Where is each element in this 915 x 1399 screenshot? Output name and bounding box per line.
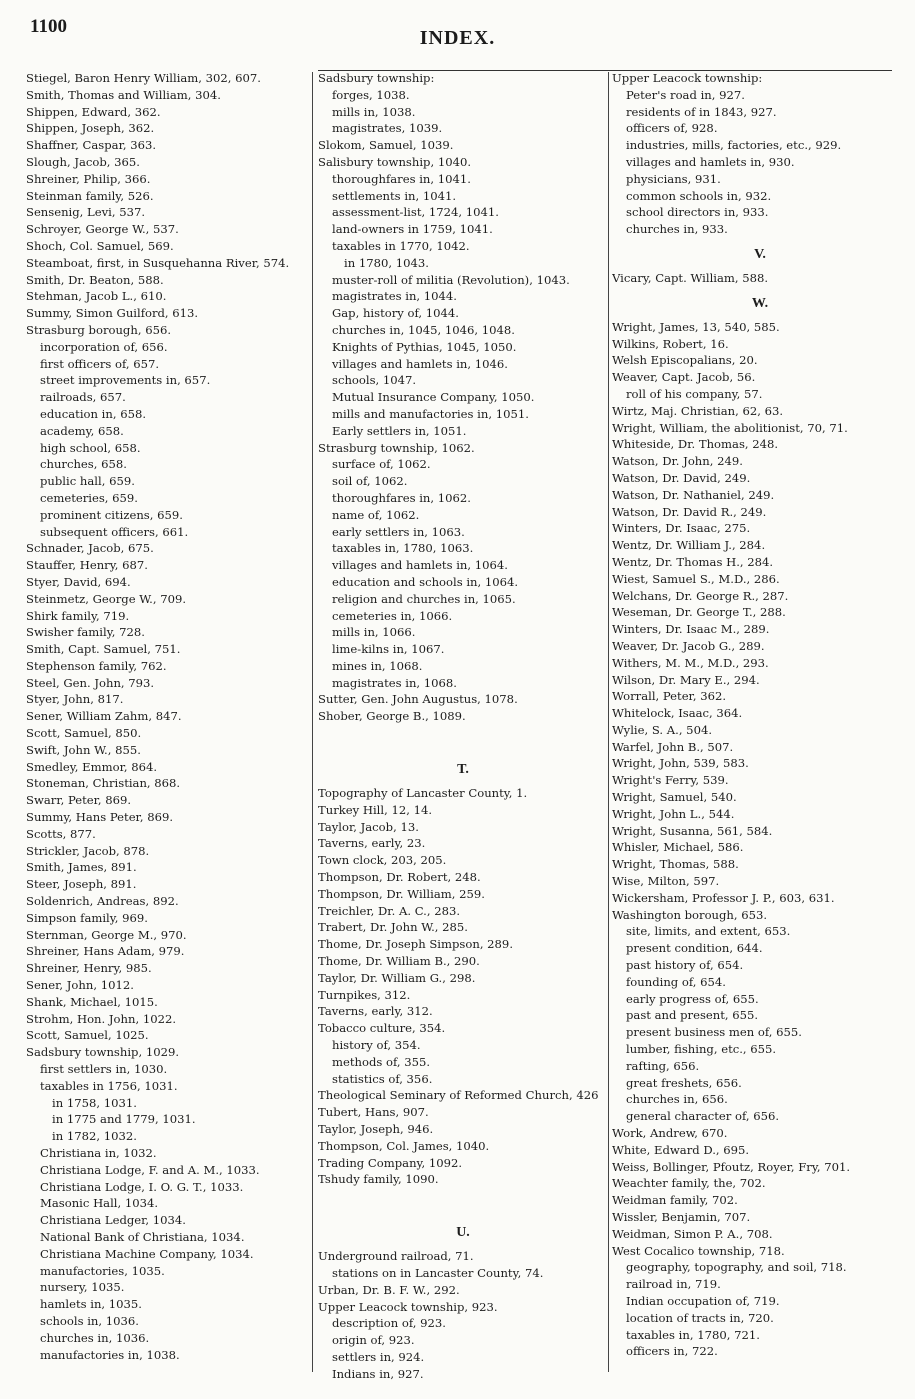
index-entry: Wickersham, Professor J. P., 603, 631. <box>612 890 835 905</box>
index-subentry: Christiana Ledger, 1034. <box>40 1213 186 1228</box>
index-subentry: academy, 658. <box>40 423 124 438</box>
index-subentry: description of, 923. <box>332 1316 446 1331</box>
index-column-2 <box>318 70 608 1383</box>
index-subentry: first officers of, 657. <box>40 356 160 371</box>
index-subentry: churches in, 933. <box>626 222 728 237</box>
index-entry: Shoch, Col. Samuel, 569. <box>26 238 174 253</box>
index-subentry: lime-kilns in, 1067. <box>332 642 445 657</box>
index-entry: Strasburg borough, 656. <box>26 322 172 337</box>
index-entry: Shreiner, Henry, 985. <box>26 961 152 976</box>
index-subentry: mills in, 1038. <box>332 104 416 119</box>
index-column-1 <box>26 70 316 1363</box>
index-subentry: manufactories in, 1038. <box>40 1347 180 1362</box>
index-entry: Smith, Capt. Samuel, 751. <box>26 642 181 657</box>
index-subentry: early settlers in, 1063. <box>332 524 465 539</box>
index-subentry: general character of, 656. <box>626 1109 780 1124</box>
index-entry: Wright, John, 539, 583. <box>612 756 749 771</box>
index-entry: Taylor, Dr. William G., 298. <box>318 970 476 985</box>
index-subentry: magistrates, 1039. <box>332 121 443 136</box>
index-entry: Tshudy family, 1090. <box>318 1172 439 1187</box>
index-subentry: founding of, 654. <box>626 974 726 989</box>
index-entry: Thome, Dr. Joseph Simpson, 289. <box>318 937 513 952</box>
index-entry: Weachter family, the, 702. <box>612 1176 766 1191</box>
index-subentry: prominent citizens, 659. <box>40 507 183 522</box>
index-subentry: history of, 354. <box>332 1038 421 1053</box>
index-entry: Scott, Samuel, 1025. <box>26 1028 149 1043</box>
index-subentry: industries, mills, factories, etc., 929. <box>626 138 842 153</box>
index-entry: Weidman family, 702. <box>612 1193 738 1208</box>
index-entry: Steamboat, first, in Susquehanna River, 574. <box>26 255 290 270</box>
index-subentry: railroad in, 719. <box>626 1277 721 1292</box>
index-entry: Tobacco culture, 354. <box>318 1021 446 1036</box>
index-entry: Sener, William Zahm, 847. <box>26 709 182 724</box>
index-entry: Wiest, Samuel S., M.D., 286. <box>612 571 780 586</box>
index-entry: Theological Seminary of Reformed Church, 426 <box>318 1088 599 1103</box>
index-entry: Summy, Simon Guilford, 613. <box>26 306 199 321</box>
index-subentry: common schools in, 932. <box>626 188 772 203</box>
index-subentry: land-owners in 1759, 1041. <box>332 222 493 237</box>
index-entry: Stehman, Jacob L., 610. <box>26 289 167 304</box>
index-subentry: Christiana Machine Company, 1034. <box>40 1246 254 1261</box>
index-entry: White, Edward D., 695. <box>612 1142 750 1157</box>
index-subentry: origin of, 923. <box>332 1333 415 1348</box>
index-subentry: school directors in, 933. <box>626 205 769 220</box>
index-entry: Wilson, Dr. Mary E., 294. <box>612 672 760 687</box>
index-entry: Wright, Samuel, 540. <box>612 790 737 805</box>
index-subentry: railroads, 657. <box>40 390 126 405</box>
index-subentry: street improvements in, 657. <box>40 373 211 388</box>
index-entry: Schroyer, George W., 537. <box>26 222 179 237</box>
index-entry: Summy, Hans Peter, 869. <box>26 810 174 825</box>
index-entry: Steel, Gen. John, 793. <box>26 675 155 690</box>
index-entry: Washington borough, 653. <box>612 907 768 922</box>
index-subentry: lumber, fishing, etc., 655. <box>626 1042 777 1057</box>
index-entry: Vicary, Capt. William, 588. <box>612 270 769 285</box>
index-subentry: taxables in, 1780, 1063. <box>332 541 474 556</box>
index-subentry: Knights of Pythias, 1045, 1050. <box>332 339 517 354</box>
index-entry: Whiteside, Dr. Thomas, 248. <box>612 437 779 452</box>
spacer <box>318 1188 608 1216</box>
index-entry: Wright, William, the abolitionist, 70, 71. <box>612 420 848 435</box>
index-subentry: churches in, 1036. <box>40 1330 150 1345</box>
index-entry: Watson, Dr. David R., 249. <box>612 504 767 519</box>
column-divider <box>608 72 609 1372</box>
index-subentry: hamlets in, 1035. <box>40 1297 142 1312</box>
index-subentry: manufactories, 1035. <box>40 1263 165 1278</box>
index-entry: Slough, Jacob, 365. <box>26 154 140 169</box>
index-subentry: officers of, 928. <box>626 121 718 136</box>
index-subentry: churches in, 1045, 1046, 1048. <box>332 322 515 337</box>
index-entry: Sadsbury township: <box>318 71 435 85</box>
index-subentry: churches, 658. <box>40 457 127 472</box>
index-subentry: mills in, 1066. <box>332 625 416 640</box>
index-subentry: roll of his company, 57. <box>626 386 763 401</box>
index-entry: Strohm, Hon. John, 1022. <box>26 1011 177 1026</box>
index-entry: Tubert, Hans, 907. <box>318 1105 429 1120</box>
index-entry: Wissler, Benjamin, 707. <box>612 1210 751 1224</box>
section-letter-heading: W. <box>751 295 769 311</box>
index-entry: Turnpikes, 312. <box>318 987 411 1002</box>
index-subentry: past and present, 655. <box>626 1008 759 1023</box>
index-subentry: public hall, 659. <box>40 474 135 489</box>
index-entry: Smith, James, 891. <box>26 860 137 875</box>
index-entry: Slokom, Samuel, 1039. <box>318 138 454 153</box>
index-subentry: Mutual Insurance Company, 1050. <box>332 390 535 405</box>
index-entry: Warfel, John B., 507. <box>612 739 734 754</box>
index-entry: Treichler, Dr. A. C., 283. <box>318 903 461 918</box>
index-entry: Swisher family, 728. <box>26 625 145 640</box>
index-entry: Thompson, Dr. William, 259. <box>318 886 485 901</box>
index-subentry: first settlers in, 1030. <box>40 1062 168 1077</box>
index-subentry: Peter's road in, 927. <box>626 87 745 102</box>
index-subentry: high school, 658. <box>40 440 141 455</box>
index-entry: Sutter, Gen. John Augustus, 1078. <box>318 692 518 707</box>
index-entry: Watson, Dr. Nathaniel, 249. <box>612 487 775 502</box>
index-entry: Steer, Joseph, 891. <box>26 877 137 892</box>
index-subentry: cemeteries, 659. <box>40 490 138 505</box>
index-subentry: in 1775 and 1779, 1031. <box>52 1112 196 1127</box>
index-entry: Trabert, Dr. John W., 285. <box>318 920 468 935</box>
index-entry: Watson, Dr. David, 249. <box>612 470 751 485</box>
index-entry: Wirtz, Maj. Christian, 62, 63. <box>612 403 784 418</box>
index-entry: Winters, Dr. Isaac, 275. <box>612 521 751 536</box>
index-entry: Shirk family, 719. <box>26 608 130 623</box>
index-entry: Upper Leacock township, 923. <box>318 1299 498 1314</box>
index-entry: Sener, John, 1012. <box>26 978 134 993</box>
index-entry: Strasburg township, 1062. <box>318 440 475 455</box>
index-subentry: magistrates in, 1044. <box>332 289 457 304</box>
index-entry: Urban, Dr. B. F. W., 292. <box>318 1282 460 1297</box>
index-subentry: religion and churches in, 1065. <box>332 591 516 606</box>
index-entry: Thompson, Dr. Robert, 248. <box>318 870 481 885</box>
index-entry: Shippen, Joseph, 362. <box>26 121 155 136</box>
index-entry: Smith, Thomas and William, 304. <box>26 87 221 102</box>
index-subentry: residents of in 1843, 927. <box>626 104 777 119</box>
index-subentry: in 1780, 1043. <box>344 255 429 270</box>
index-subentry: education and schools in, 1064. <box>332 574 519 589</box>
index-entry: Stauffer, Henry, 687. <box>26 558 148 573</box>
index-subentry: villages and hamlets in, 1064. <box>332 558 508 573</box>
index-entry: Simpson family, 969. <box>26 910 148 925</box>
index-entry: Wright, Susanna, 561, 584. <box>612 823 773 838</box>
index-entry: Weaver, Dr. Jacob G., 289. <box>612 638 765 653</box>
index-subentry: geography, topography, and soil, 718. <box>626 1260 847 1275</box>
index-entry: Stoneman, Christian, 868. <box>26 776 181 791</box>
index-subentry: mines in, 1068. <box>332 658 423 673</box>
index-entry: Weseman, Dr. George T., 288. <box>612 605 786 620</box>
page-title: INDEX. <box>419 27 496 49</box>
index-entry: Smedley, Emmor, 864. <box>26 759 158 774</box>
index-entry: Welchans, Dr. George R., 287. <box>612 588 789 603</box>
index-entry: Wilkins, Robert, 16. <box>612 336 729 351</box>
index-subentry: in 1782, 1032. <box>52 1129 137 1144</box>
index-subentry: in 1758, 1031. <box>52 1095 137 1110</box>
index-subentry: muster-roll of militia (Revolution), 1043. <box>332 272 570 287</box>
index-entry: Wright, John L., 544. <box>612 806 735 821</box>
index-subentry: location of tracts in, 720. <box>626 1310 774 1325</box>
index-entry: Swarr, Peter, 869. <box>26 793 132 808</box>
index-entry: Underground railroad, 71. <box>318 1249 474 1264</box>
index-entry: Sensenig, Levi, 537. <box>26 205 146 220</box>
index-subentry: National Bank of Christiana, 1034. <box>40 1229 245 1244</box>
index-subentry: forges, 1038. <box>332 87 410 102</box>
index-subentry: subsequent officers, 661. <box>40 524 189 539</box>
index-entry: Taylor, Jacob, 13. <box>318 819 419 834</box>
index-subentry: taxables in 1756, 1031. <box>40 1078 178 1093</box>
index-entry: Withers, M. M., M.D., 293. <box>612 655 769 670</box>
index-subentry: nursery, 1035. <box>40 1280 125 1295</box>
index-subentry: Christiana Lodge, I. O. G. T., 1033. <box>40 1179 244 1194</box>
index-entry: Shank, Michael, 1015. <box>26 994 158 1009</box>
index-subentry: cemeteries in, 1066. <box>332 608 453 623</box>
index-subentry: churches in, 656. <box>626 1092 728 1107</box>
index-entry: Wright, James, 13, 540, 585. <box>612 319 780 334</box>
index-entry: Shaffner, Caspar, 363. <box>26 138 157 153</box>
index-subentry: villages and hamlets in, 930. <box>626 154 795 169</box>
index-entry: Upper Leacock township: <box>612 71 763 85</box>
index-entry: Whisler, Michael, 586. <box>612 840 744 855</box>
index-subentry: mills and manufactories in, 1051. <box>332 406 529 421</box>
index-entry: Wright's Ferry, 539. <box>612 773 729 788</box>
index-subentry: Early settlers in, 1051. <box>332 423 467 438</box>
page-number: 1100 <box>30 16 67 37</box>
index-entry: Welsh Episcopalians, 20. <box>612 353 758 368</box>
index-subentry: rafting, 656. <box>626 1058 700 1073</box>
index-subentry: present business men of, 655. <box>626 1025 802 1040</box>
index-subentry: taxables in 1770, 1042. <box>332 238 470 253</box>
index-subentry: incorporation of, 656. <box>40 339 168 354</box>
index-entry: Stiegel, Baron Henry William, 302, 607. <box>26 71 261 85</box>
index-entry: Work, Andrew, 670. <box>612 1126 728 1141</box>
index-subentry: Christiana in, 1032. <box>40 1146 157 1160</box>
index-entry: Wylie, S. A., 504. <box>612 722 713 737</box>
index-entry: Taverns, early, 312. <box>318 1004 433 1019</box>
index-subentry: thoroughfares in, 1062. <box>332 490 471 505</box>
index-entry: Shippen, Edward, 362. <box>26 104 161 119</box>
index-subentry: site, limits, and extent, 653. <box>626 924 791 939</box>
index-entry: Steinman family, 526. <box>26 188 154 203</box>
index-entry: Wentz, Dr. William J., 284. <box>612 538 766 553</box>
index-subentry: past history of, 654. <box>626 958 744 973</box>
index-subentry: surface of, 1062. <box>332 457 431 472</box>
index-subentry: physicians, 931. <box>626 171 721 186</box>
index-subentry: thoroughfares in, 1041. <box>332 171 471 186</box>
index-entry: West Cocalico township, 718. <box>612 1243 785 1258</box>
index-subentry: villages and hamlets in, 1046. <box>332 356 508 371</box>
index-subentry: settlements in, 1041. <box>332 188 457 203</box>
index-entry: Soldenrich, Andreas, 892. <box>26 894 179 909</box>
index-entry: Trading Company, 1092. <box>318 1155 463 1170</box>
index-entry: Shober, George B., 1089. <box>318 709 466 724</box>
index-subentry: schools, 1047. <box>332 373 417 388</box>
index-entry: Wise, Milton, 597. <box>612 874 720 889</box>
index-entry: Weaver, Capt. Jacob, 56. <box>612 370 756 385</box>
section-letter-heading: T. <box>457 762 469 778</box>
index-entry: Wentz, Dr. Thomas H., 284. <box>612 554 774 569</box>
index-entry: Swift, John W., 855. <box>26 742 141 757</box>
index-entry: Shreiner, Hans Adam, 979. <box>26 944 185 959</box>
index-subentry: present condition, 644. <box>626 941 763 956</box>
spacer <box>318 725 608 753</box>
index-entry: Winters, Dr. Isaac M., 289. <box>612 622 770 637</box>
index-entry: Steinmetz, George W., 709. <box>26 591 187 606</box>
index-subentry: methods of, 355. <box>332 1054 431 1069</box>
index-entry: Taylor, Joseph, 946. <box>318 1122 434 1137</box>
index-entry: Weiss, Bollinger, Pfoutz, Royer, Fry, 701. <box>612 1159 851 1174</box>
index-entry: Taverns, early, 23. <box>318 836 426 851</box>
index-subentry: name of, 1062. <box>332 507 420 522</box>
index-subentry: stations on in Lancaster County, 74. <box>332 1266 544 1280</box>
index-entry: Watson, Dr. John, 249. <box>612 454 743 469</box>
index-entry: Scott, Samuel, 850. <box>26 726 142 741</box>
index-subentry: statistics of, 356. <box>332 1071 433 1086</box>
index-entry: Town clock, 203, 205. <box>318 853 447 868</box>
index-subentry: early progress of, 655. <box>626 991 759 1006</box>
index-subentry: great freshets, 656. <box>626 1075 742 1090</box>
section-letter-heading: U. <box>456 1225 470 1241</box>
index-subentry: Christiana Lodge, F. and A. M., 1033. <box>40 1162 260 1177</box>
index-subentry: Indians in, 927. <box>332 1366 424 1381</box>
index-entry: Salisbury township, 1040. <box>318 154 472 169</box>
index-column-3 <box>612 70 908 1360</box>
index-entry: Shreiner, Philip, 366. <box>26 171 151 186</box>
index-subentry: settlers in, 924. <box>332 1349 425 1364</box>
index-entry: Sternman, George M., 970. <box>26 927 187 942</box>
index-entry: Whitelock, Isaac, 364. <box>612 706 743 721</box>
index-entry: Thome, Dr. William B., 290. <box>318 954 480 969</box>
index-subentry: officers in, 722. <box>626 1344 718 1359</box>
index-entry: Stephenson family, 762. <box>26 658 167 673</box>
index-entry: Scotts, 877. <box>26 826 96 841</box>
index-subentry: Indian occupation of, 719. <box>626 1293 780 1308</box>
index-subentry: schools in, 1036. <box>40 1313 139 1328</box>
index-subentry: magistrates in, 1068. <box>332 675 457 690</box>
index-entry: Weidman, Simon P. A., 708. <box>612 1226 773 1241</box>
index-entry: Topography of Lancaster County, 1. <box>318 786 528 801</box>
index-subentry: taxables in, 1780, 721. <box>626 1327 760 1342</box>
index-entry: Strickler, Jacob, 878. <box>26 843 150 858</box>
index-entry: Smith, Dr. Beaton, 588. <box>26 272 164 287</box>
index-entry: Wright, Thomas, 588. <box>612 857 739 872</box>
index-subentry: education in, 658. <box>40 406 147 421</box>
index-entry: Turkey Hill, 12, 14. <box>318 802 433 817</box>
index-subentry: Masonic Hall, 1034. <box>40 1196 159 1211</box>
index-entry: Styer, David, 694. <box>26 574 131 589</box>
index-entry: Worrall, Peter, 362. <box>612 689 727 704</box>
index-entry: Thompson, Col. James, 1040. <box>318 1138 490 1153</box>
index-subentry: Gap, history of, 1044. <box>332 306 459 321</box>
index-subentry: assessment-list, 1724, 1041. <box>332 205 499 220</box>
index-entry: Styer, John, 817. <box>26 692 124 707</box>
index-entry: Schnader, Jacob, 675. <box>26 541 154 556</box>
index-subentry: soil of, 1062. <box>332 474 408 489</box>
section-letter-heading: V. <box>754 246 766 262</box>
index-entry: Sadsbury township, 1029. <box>26 1045 180 1060</box>
